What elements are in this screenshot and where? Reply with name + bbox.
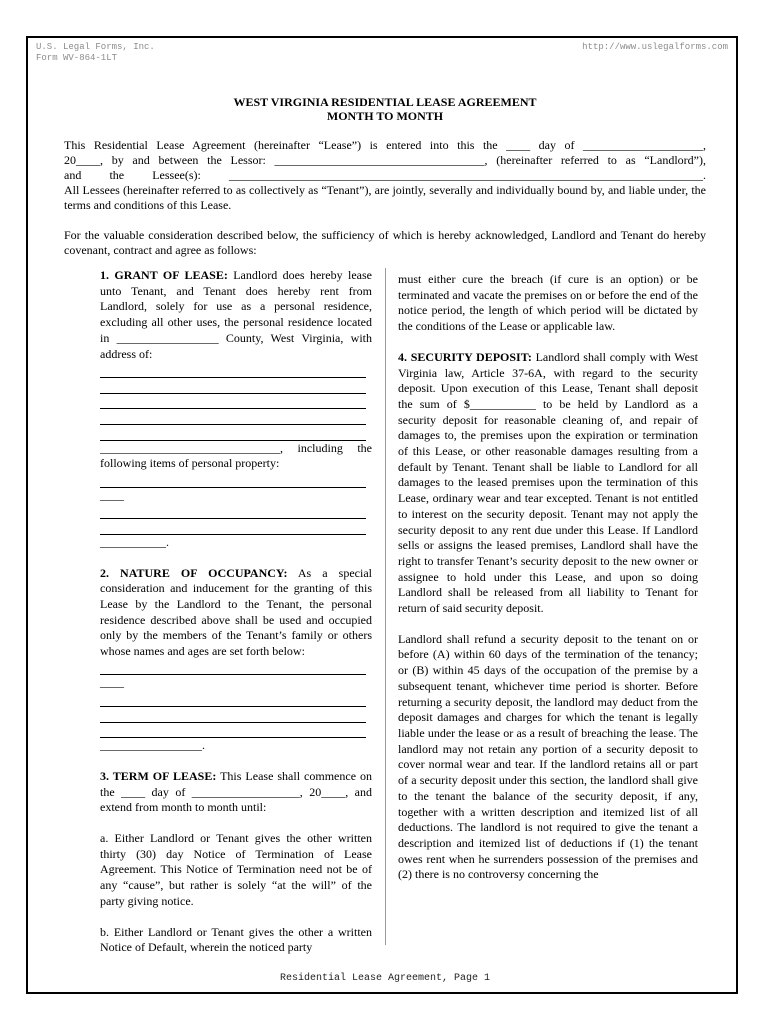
address-line-1[interactable] [100,362,366,378]
header-url[interactable]: http://www.uslegalforms.com [582,42,728,52]
section-3-b: b. Either Landlord or Tenant gives the other a written Notice of Default, wherein the noticed party [100,924,372,955]
address-line-2[interactable] [100,378,366,394]
property-line-end: ___________. [100,534,169,549]
section-1 [100,268,372,362]
section-4 [398,350,698,617]
section-2 [100,566,372,660]
address-line-3[interactable] [100,394,366,410]
section-3-text: This Lease shall commence on the ____ day of __________________, 20____, and extend from month to month until: [100,768,373,815]
property-line-1[interactable] [100,472,366,488]
intro-block [64,138,706,258]
intro-line-3: and the Lessee(s): _______________________________________________________________________________. [64,168,706,182]
document-subtitle: MONTH TO MONTH [326,109,444,123]
occupant-line-1[interactable] [100,660,366,676]
occupant-line-short: ____ [100,675,124,690]
section-2-text: As a special consideration and inducement for the granting of this Lease by the Landlord to the Tenant, the personal residence described above shall be used and occupied only by the members of the Tenant’s family or others whose names and ages are set forth below: [100,565,372,659]
address-line-5[interactable] [100,425,366,441]
property-line-3[interactable] [100,519,366,535]
occupant-line-4[interactable] [100,723,366,739]
form-id: Form WV-864-1LT [36,53,118,63]
section-3-heading: 3. TERM OF LEASE: [100,768,217,783]
occupant-line-2[interactable] [100,691,366,707]
occupant-line-3[interactable] [100,707,366,723]
section-3-b-continued: must either cure the breach (if cure is an option) or be terminated and vacate the premises on or before the end of the notice period, the length of which period will be dictated by the conditions of the Lease or applicable law. [398,272,698,334]
section-2-heading: 2. NATURE OF OCCUPANCY: [100,565,288,580]
refund-paragraph: Landlord shall refund a security deposit to the tenant on or before (A) within 60 days of the termination of the tenancy; or (B) within 45 days of the occupation of the premise by a subsequent tenant, whichever time period is shorter. Before returning a security deposit, the landlord may deduct from the deposit damages and charges for which the tenant is legally liable under the lease or as a result of breaching the lease. The landlord may not retain any portion of a security deposit to cover normal wear and tear. If the landlord retains all or part of a security deposit under this section, the landlord shall give to the tenant the balance of the security deposit, if any, together with a written description and itemized list of all deductions. The landlord is not required to give the tenant a description and itemized list of deductions if (1) the tenant owes rent when he surrenders possession of the premises and (2) there is no controversy concerning the [398,631,698,882]
company-name: U.S. Legal Forms, Inc. [36,42,155,52]
property-line-short: ____ [100,487,124,502]
occupant-line-end: _________________. [100,738,205,753]
page-footer: Residential Lease Agreement, Page 1 [279,973,491,984]
property-line-2[interactable] [100,503,366,519]
section-4-text: Landlord shall comply with West Virginia law, Article 37-6A, with regard to the security deposit. Upon execution of this Lease, Tenant shall deposit the sum of $___________ to be held by Landlord as a security deposit for reasonable cleaning of, and repair of damages to, the premises upon the expiration or termination of this Lease, or other reasonable damages resulting from a default by Tenant. Tenant shall be liable to Landlord for all damages to the leased premises upon the termination of this Lease, ordinary wear and tear excepted. Tenant is not entitled to interest on the security deposit. Tenant may not apply the security deposit to any rent due under this Lease. If Landlord sells or assigns the leased premises, Landlord shall have the right to transfer Tenant’s security deposit to the new owner or assignee to hold under this Lease, and upon so doing Landlord shall be released from all liability to Tenant for return of said security deposit. [398,349,698,616]
section-4-heading: 4. SECURITY DEPOSIT: [398,349,532,364]
section-3 [100,769,372,816]
address-line-4[interactable] [100,409,366,425]
column-divider [385,268,386,945]
right-column [398,272,698,883]
document-title: WEST VIRGINIA RESIDENTIAL LEASE AGREEMENT [233,95,537,109]
section-1-text: Landlord does hereby lease unto Tenant, and Tenant does hereby rent from Landlord, solely for use as a personal residence, excluding all other uses, the personal residence located in _________________ County, West Virginia, with address of: [100,268,372,361]
left-column [100,268,372,956]
section-3-a: a. Either Landlord or Tenant gives the other written thirty (30) day Notice of Termination of Lease Agreement. This Notice of Termination need not be of any “cause”, but rather is solely “at the will” of the party giving notice. [100,831,372,908]
section-1-heading: 1. GRANT OF LEASE: [100,268,228,282]
header-left [36,42,155,64]
intro-line-4: All Lessees (hereinafter referred to as collectively as “Tenant”), are jointly, severally and individually bound by, and liable under, the terms and conditions of this Lease. [64,183,706,212]
intro-paragraph-2: For the valuable consideration described below, the sufficiency of which is hereby acknowledged, Landlord and Tenant do hereby covenant, contract and agree as follows: [64,228,706,257]
intro-line-1: This Residential Lease Agreement (hereinafter “Lease”) is entered into this the ____ day of ____________________, [64,138,706,152]
section-1-including: ______________________________, including the following items of personal property: [100,440,372,471]
intro-line-2: 20____, by and between the Lessor: ___________________________________, (hereinafter referred to as “Landlord”), [64,153,706,167]
